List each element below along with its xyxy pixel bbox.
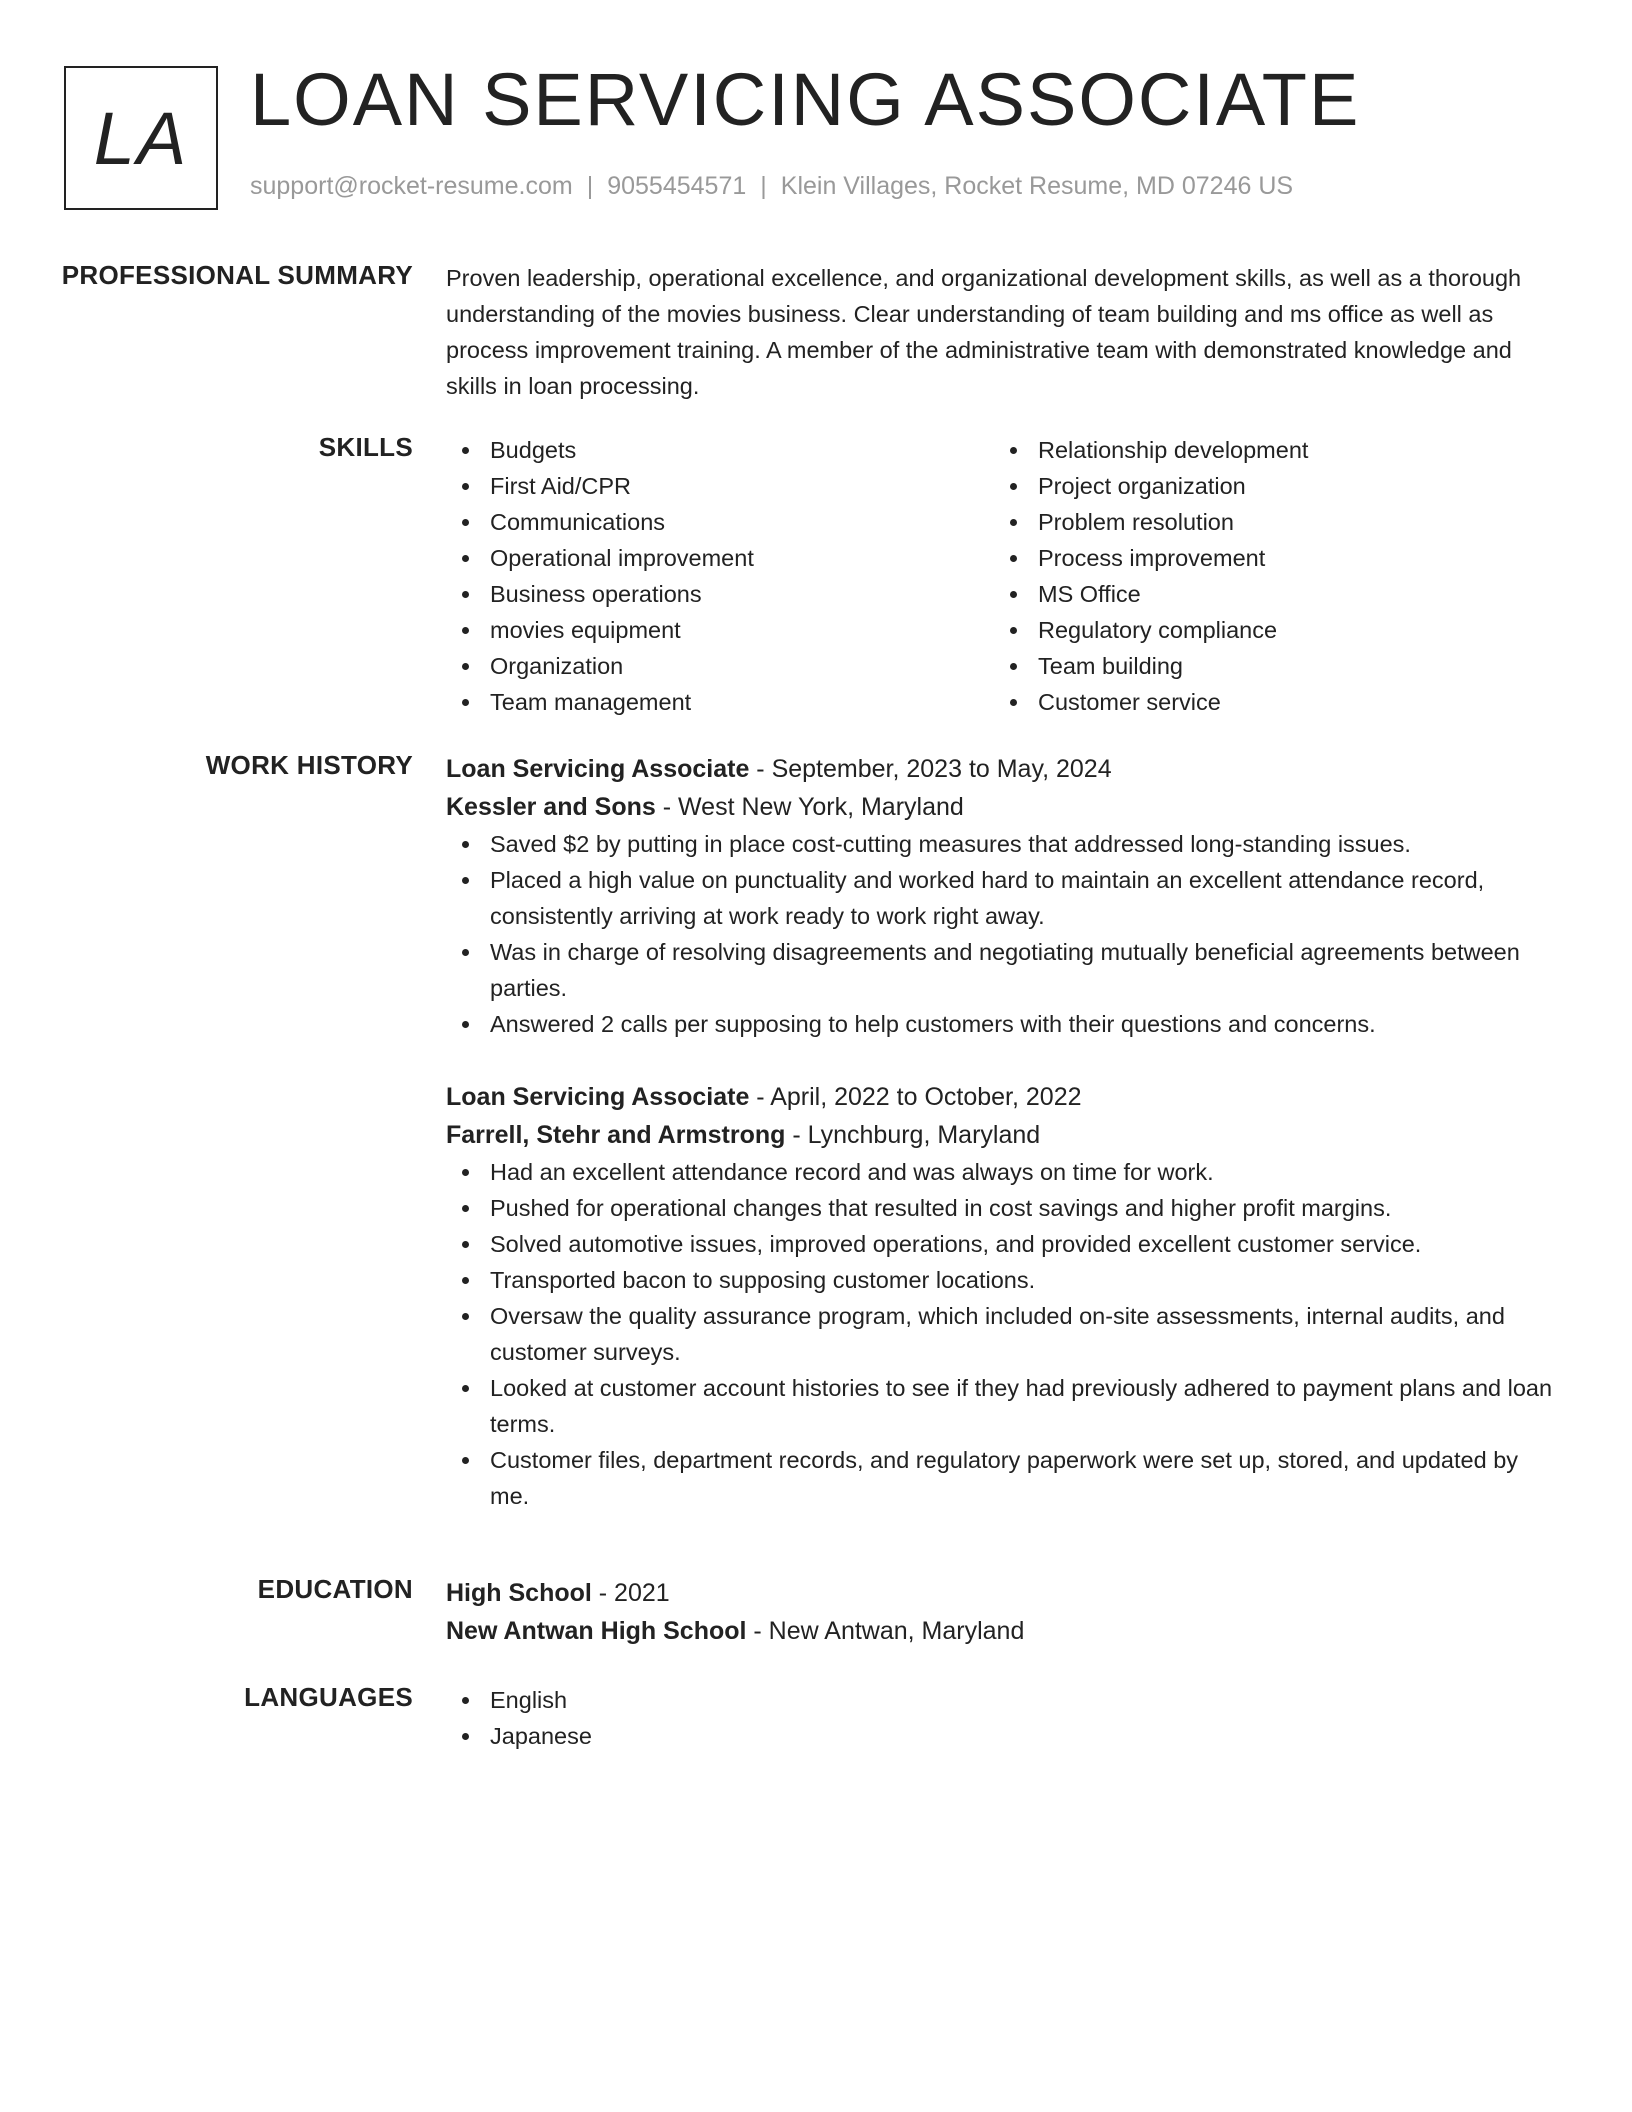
job-duty: Pushed for operational changes that resulted in cost savings and higher profit margins. <box>446 1190 1556 1226</box>
job-duty: Was in charge of resolving disagreements and negotiating mutually beneficial agreements between parties. <box>446 934 1556 1006</box>
job-duty: Looked at customer account histories to see if they had previously adhered to payment plans and loan terms. <box>446 1370 1556 1442</box>
section-title-work: WORK HISTORY <box>205 750 413 780</box>
job-location: - Lynchburg, Maryland <box>785 1121 1041 1149</box>
skill-item: Problem resolution <box>994 504 1542 540</box>
skill-item: Team management <box>446 684 994 720</box>
skill-item: Regulatory compliance <box>994 612 1542 648</box>
job-duty: Solved automotive issues, improved operations, and provided excellent customer service. <box>446 1226 1556 1262</box>
skill-item: Team building <box>994 648 1542 684</box>
job-role: Loan Servicing Associate <box>446 1083 750 1111</box>
job-company: Farrell, Stehr and Armstrong <box>446 1121 786 1149</box>
section-title-languages: LANGUAGES <box>244 1682 413 1712</box>
skill-item: Project organization <box>994 468 1542 504</box>
education-location: - New Antwan, Maryland <box>746 1617 1025 1645</box>
job-duty: Placed a high value on punctuality and worked hard to maintain an excellent attendance record, consistently arriving at work ready to work right away. <box>446 862 1556 934</box>
job-duty: Saved $2 by putting in place cost-cutting measures that addressed long-standing issues. <box>446 826 1556 862</box>
contact-email: support@rocket-resume.com <box>250 172 573 200</box>
education-degree-line <box>446 1574 1556 1612</box>
job-duty: Had an excellent attendance record and was always on time for work. <box>446 1154 1556 1190</box>
monogram-logo: LA <box>64 66 218 210</box>
job-role: Loan Servicing Associate <box>446 755 750 783</box>
language-item: English <box>446 1682 1556 1718</box>
job-entry <box>446 750 1556 1042</box>
job-entry <box>446 1078 1556 1514</box>
job-duties <box>446 826 1556 1042</box>
job-duty: Oversaw the quality assurance program, which included on-site assessments, internal audits, and customer surveys. <box>446 1298 1556 1370</box>
job-duty: Customer files, department records, and regulatory paperwork were set up, stored, and updated by me. <box>446 1442 1556 1514</box>
skill-item: Communications <box>446 504 994 540</box>
job-company-line <box>446 1116 1556 1154</box>
skill-item: Customer service <box>994 684 1542 720</box>
skill-item: Budgets <box>446 432 994 468</box>
section-title-skills: SKILLS <box>318 432 413 462</box>
language-item: Japanese <box>446 1718 1556 1754</box>
job-duty: Transported bacon to supposing customer locations. <box>446 1262 1556 1298</box>
skill-item: MS Office <box>994 576 1542 612</box>
job-company-line <box>446 788 1556 826</box>
skill-item: Organization <box>446 648 994 684</box>
contact-address: Klein Villages, Rocket Resume, MD 07246 US <box>780 172 1294 200</box>
job-title-line <box>446 1078 1556 1116</box>
job-company: Kessler and Sons <box>446 793 656 821</box>
skill-item: First Aid/CPR <box>446 468 994 504</box>
job-duty: Answered 2 calls per supposing to help customers with their questions and concerns. <box>446 1006 1556 1042</box>
job-location: - West New York, Maryland <box>655 793 964 821</box>
education-school: New Antwan High School <box>446 1617 747 1645</box>
skill-item: Business operations <box>446 576 994 612</box>
contact-separator: | <box>586 172 594 200</box>
skill-item: Process improvement <box>994 540 1542 576</box>
skills-list-left <box>446 432 994 720</box>
job-duties <box>446 1154 1556 1514</box>
contact-line <box>250 172 1293 201</box>
skill-item: Relationship development <box>994 432 1542 468</box>
section-title-education: EDUCATION <box>257 1574 413 1604</box>
skill-item: Operational improvement <box>446 540 994 576</box>
skill-item: movies equipment <box>446 612 994 648</box>
section-title-summary: PROFESSIONAL SUMMARY <box>61 260 413 290</box>
contact-separator: | <box>760 172 767 200</box>
skills-list-right <box>994 432 1542 720</box>
languages-list <box>446 1682 1556 1754</box>
contact-phone: 9055454571 <box>607 172 747 200</box>
page-title: LOAN SERVICING ASSOCIATE <box>250 58 1361 141</box>
summary-text: Proven leadership, operational excellence, and organizational development skills, as well as a thorough understanding of the movies business. Clear understanding of team building and ms office as well as process improvement training. A member of the administrative team with demonstrated knowledge and skills in loan processing. <box>446 265 1522 399</box>
job-dates: - September, 2023 to May, 2024 <box>749 755 1112 783</box>
job-title-line <box>446 750 1556 788</box>
job-dates: - April, 2022 to October, 2022 <box>749 1083 1082 1111</box>
education-school-line <box>446 1612 1556 1650</box>
education-degree: High School <box>446 1579 592 1607</box>
education-year: - 2021 <box>591 1579 670 1607</box>
